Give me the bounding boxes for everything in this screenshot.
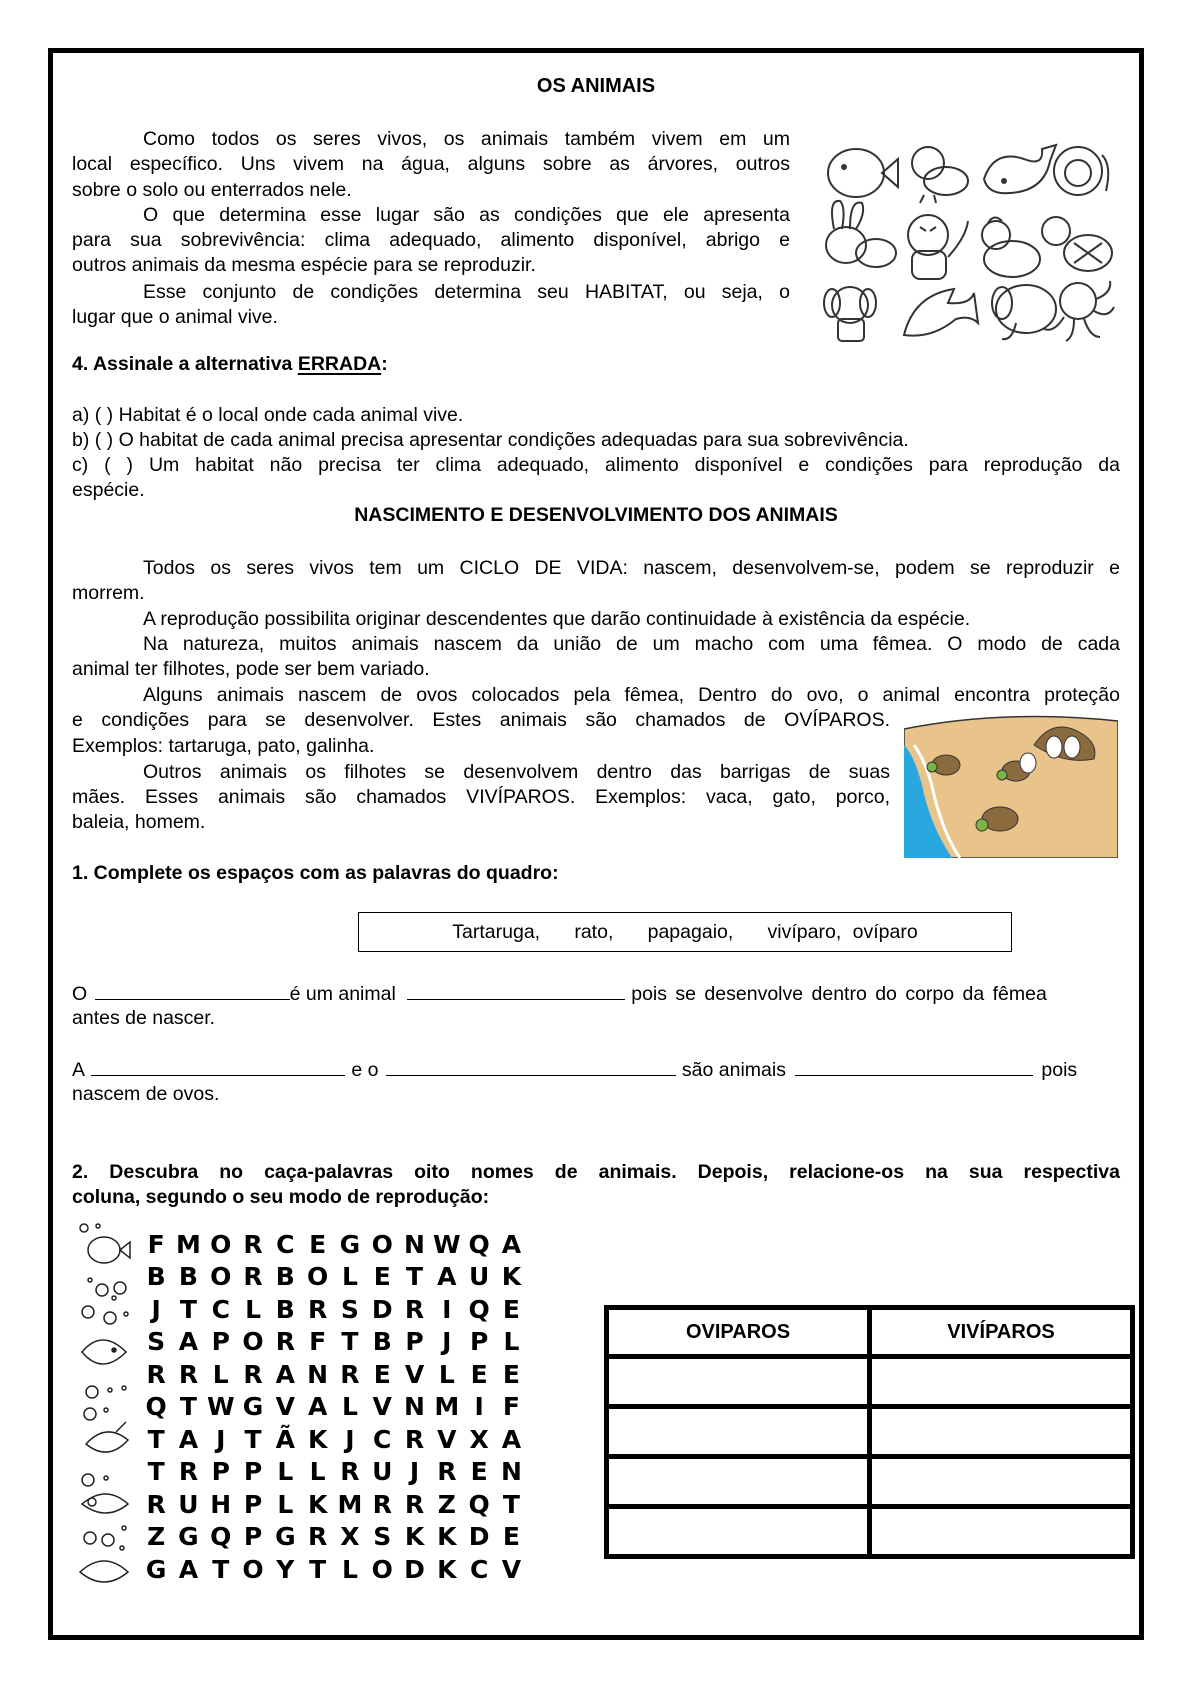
sentence-text: pois se desenvolve dentro do corpo da fêmea [631,983,1047,1005]
page-title: OS ANIMAIS [536,75,656,97]
word-bank-box [358,912,1012,952]
letter-cell[interactable]: D [371,1294,393,1324]
letter-cell[interactable]: T [244,1424,262,1454]
letter-cell[interactable]: W [433,1229,461,1259]
letter-cell[interactable]: O [371,1229,393,1259]
letter-cell[interactable]: F [502,1392,520,1422]
letter-cell[interactable]: Q [468,1294,490,1324]
fill-sentence-1-cont: antes de nascer. [72,1007,216,1029]
letter-cell[interactable]: Z [437,1489,456,1519]
letter-cell[interactable]: G [145,1554,167,1584]
oviparos-cell[interactable] [607,1507,870,1557]
letter-cell[interactable]: L [341,1392,358,1422]
letter-cell[interactable]: O [242,1554,264,1584]
fish-icon [82,1340,126,1364]
word-search-grid [140,1228,528,1586]
section-line: animal ter filhotes, pode ser bem variado. [72,658,430,680]
sentence-text: A [72,1059,84,1081]
letter-cell[interactable]: V [437,1424,457,1454]
letter-cell[interactable]: O [371,1554,393,1584]
letter-cell[interactable]: P [405,1327,424,1357]
option-b[interactable]: b) ( ) O habitat de cada animal precisa apresentar condições adequadas para sua sobrevivência. [72,429,909,451]
letter-cell[interactable]: L [309,1457,326,1487]
word-search-row [140,1488,528,1521]
letter-cell[interactable]: D [404,1554,425,1584]
letter-cell[interactable]: K [404,1522,425,1552]
section-line: e condições para se desenvolver. Estes animais são chamados de OVÍPAROS. [72,709,890,731]
letter-cell[interactable]: B [178,1262,198,1292]
section-line: morrem. [72,582,145,604]
section-line: Exemplos: tartaruga, pato, galinha. [72,735,375,757]
letter-cell[interactable]: D [468,1522,490,1552]
letter-cell[interactable]: S [340,1294,359,1324]
letter-cell[interactable]: B [146,1262,166,1292]
letter-cell[interactable]: G [242,1392,264,1422]
letter-cell[interactable]: J [442,1327,452,1357]
letter-cell[interactable]: R [340,1359,360,1389]
turtle-drawing-icon [1042,217,1112,271]
question-4-heading [72,352,388,376]
letter-cell[interactable]: A [501,1424,522,1454]
letter-cell[interactable]: R [178,1359,199,1389]
letter-cell[interactable]: X [340,1522,360,1552]
letter-cell[interactable]: L [503,1327,520,1357]
letter-cell[interactable]: V [275,1392,296,1422]
letter-cell[interactable]: P [211,1327,230,1357]
letter-cell[interactable]: H [210,1489,232,1519]
letter-cell[interactable]: R [243,1359,263,1389]
letter-cell[interactable]: P [211,1457,230,1487]
fish-icon [82,1494,128,1513]
table-row [607,1507,1133,1557]
section-line: mães. Esses animais são chamados VIVÍPAROS. Exemplos: vaca, gato, porco, [72,786,890,808]
viviparos-cell[interactable] [870,1507,1133,1557]
letter-cell[interactable]: L [277,1489,294,1519]
letter-cell[interactable]: L [341,1554,358,1584]
word-search-row [140,1228,528,1261]
word-search-row [140,1456,528,1489]
letter-cell[interactable]: L [245,1294,261,1324]
letter-cell[interactable]: B [275,1294,295,1324]
letter-cell[interactable]: L [212,1359,229,1389]
elephant-drawing-icon [992,285,1056,339]
intro-line: Esse conjunto de condições determina seu HABITAT, ou seja, o [143,281,790,303]
letter-cell[interactable]: C [211,1294,230,1324]
letter-cell[interactable]: N [500,1457,522,1487]
letter-cell[interactable]: E [373,1262,391,1292]
sentence-text: pois [1041,1059,1078,1081]
letter-cell[interactable]: E [502,1294,520,1324]
letter-cell[interactable]: O [307,1262,329,1292]
word-search-row [140,1261,528,1294]
letter-cell[interactable]: Q [210,1522,232,1552]
letter-cell[interactable]: K [437,1522,457,1552]
section-title: NASCIMENTO E DESENVOLVIMENTO DOS ANIMAIS [354,504,838,526]
letter-cell[interactable]: V [372,1392,392,1422]
word-search-row [140,1358,528,1391]
letter-cell[interactable]: I [442,1294,452,1324]
letter-cell[interactable]: E [502,1522,520,1552]
letter-cell[interactable]: C [469,1554,489,1584]
question-2-heading: 2. Descubra no caça-palavras oito nomes de animais. Depois, relacione-os na sua respectiva [72,1161,1120,1183]
letter-cell[interactable]: R [308,1294,328,1324]
column-header-viviparos: VIVÍPAROS [870,1308,1133,1357]
letter-cell[interactable]: J [151,1294,161,1324]
letter-cell[interactable]: F [147,1229,165,1259]
letter-cell[interactable]: T [212,1554,230,1584]
letter-cell[interactable]: V [501,1554,522,1584]
letter-cell[interactable]: G [275,1522,296,1552]
fill-sentence-1 [72,981,1047,1006]
oviparos-cell[interactable] [607,1407,870,1457]
letter-cell[interactable]: P [243,1522,263,1552]
letter-cell[interactable]: T [309,1554,327,1584]
letter-cell[interactable]: R [404,1424,425,1454]
intro-line: sobre o solo ou enterrados nele. [72,179,352,201]
bird-drawing-icon [912,147,968,203]
letter-cell[interactable]: U [468,1262,490,1292]
letter-cell[interactable]: W [206,1392,235,1422]
letter-cell[interactable]: G [339,1229,361,1259]
letter-cell[interactable]: B [275,1262,295,1292]
letter-cell[interactable]: O [242,1327,264,1357]
intro-line: lugar que o animal vive. [72,306,278,328]
viviparos-cell[interactable] [870,1457,1133,1507]
option-c[interactable]: c) ( ) Um habitat não precisa ter clima adequado, alimento disponível e condições para reprodução da [72,454,1120,476]
sentence-text: e o [351,1059,379,1081]
section-line: A reprodução possibilita originar descendentes que darão continuidade à existência da espécie. [143,608,971,630]
section-line: Outros animais os filhotes se desenvolvem dentro das barrigas de suas [143,761,890,783]
letter-cell[interactable]: E [470,1359,488,1389]
letter-cell[interactable]: N [404,1229,425,1259]
oviparos-cell[interactable] [607,1457,870,1507]
letter-cell[interactable]: T [179,1294,197,1324]
viviparos-cell[interactable] [870,1357,1133,1407]
letter-cell[interactable]: R [146,1359,166,1389]
letter-cell[interactable]: C [373,1424,392,1454]
question-4-emphasis: ERRADA [297,353,382,375]
letter-cell[interactable]: E [373,1359,391,1389]
fish-icon [86,1422,128,1452]
letter-cell[interactable]: J [409,1457,420,1487]
letter-cell[interactable]: T [341,1327,359,1357]
intro-line: Como todos os seres vivos, os animais também vivem em um [143,128,790,150]
letter-cell[interactable]: A [275,1359,296,1389]
letter-cell[interactable]: Q [468,1229,490,1259]
letter-cell[interactable]: R [243,1262,263,1292]
whale-drawing-icon [984,145,1056,193]
letter-cell[interactable]: A [178,1554,199,1584]
letter-cell[interactable]: P [243,1489,263,1519]
question-4-suffix: : [381,353,388,375]
option-c-cont: espécie. [72,479,145,501]
letter-cell[interactable]: Ã [275,1424,296,1454]
letter-cell[interactable]: R [275,1327,295,1357]
letter-cell[interactable]: F [309,1327,327,1357]
letter-cell[interactable]: T [147,1424,165,1454]
shark-drawing-icon [904,289,978,336]
letter-cell[interactable]: N [404,1392,425,1422]
section-line: baleia, homem. [72,811,206,833]
letter-cell[interactable]: R [372,1489,392,1519]
section-line: Todos os seres vivos tem um CICLO DE VIDA: nascem, desenvolvem-se, podem se reproduzir e [143,557,1120,579]
word-bank-text: Tartaruga, rato, papagaio, vivíparo, ovíparo [452,920,918,943]
oviparos-cell[interactable] [607,1357,870,1407]
letter-cell[interactable]: R [404,1489,425,1519]
octopus-drawing-icon [1044,281,1114,341]
table-header-row [607,1308,1133,1357]
letter-cell[interactable]: R [308,1522,328,1552]
letter-cell[interactable]: E [502,1359,520,1389]
letter-cell[interactable]: T [179,1392,197,1422]
blank-input[interactable] [91,1057,345,1076]
letter-cell[interactable]: P [469,1327,489,1357]
table-row [607,1457,1133,1507]
letter-cell[interactable]: B [372,1327,392,1357]
table-row [607,1357,1133,1407]
letter-cell[interactable]: V [404,1359,425,1389]
blank-input[interactable] [386,1057,676,1076]
letter-cell[interactable]: R [340,1457,360,1487]
letter-cell[interactable]: A [437,1262,457,1292]
section-line: Alguns animais nascem de ovos colocados pela fêmea, Dentro do ovo, o animal encontra proteção [143,684,1120,706]
blank-input[interactable] [407,981,625,1000]
letter-cell[interactable]: A [178,1424,199,1454]
letter-cell[interactable]: S [373,1522,392,1552]
rabbit-drawing-icon [826,201,896,267]
letter-cell[interactable]: E [470,1457,488,1487]
letter-cell[interactable]: J [216,1424,226,1454]
letter-cell[interactable]: U [372,1457,393,1487]
letter-cell[interactable]: T [405,1262,424,1292]
fish-icon [88,1237,130,1263]
letter-cell[interactable]: X [469,1424,489,1454]
letter-cell[interactable]: T [147,1457,165,1487]
question-2-heading-cont: coluna, segundo o seu modo de reprodução: [72,1186,490,1208]
fish-bubbles-decoration [76,1222,136,1592]
intro-line: local específico. Uns vivem na água, alguns sobre as árvores, outros [72,153,790,175]
letter-cell[interactable]: M [337,1489,363,1519]
letter-cell[interactable]: R [243,1229,263,1259]
fill-sentence-2 [72,1057,1077,1082]
hen-drawing-icon [982,217,1040,277]
dog-drawing-icon [824,287,876,341]
word-search-row [140,1293,528,1326]
word-search-row [140,1521,528,1554]
column-header-oviparos: OVIPAROS [607,1308,870,1357]
letter-cell[interactable]: M [176,1229,201,1259]
letter-cell[interactable]: K [501,1262,522,1292]
blank-input[interactable] [795,1057,1033,1076]
letter-cell[interactable]: J [345,1424,355,1454]
classification-table [604,1305,1135,1559]
letter-cell[interactable]: T [502,1489,520,1519]
letter-cell[interactable]: R [437,1457,457,1487]
letter-cell[interactable]: P [243,1457,263,1487]
letter-cell[interactable]: G [178,1522,199,1552]
option-a[interactable]: a) ( ) Habitat é o local onde cada animal vive. [72,404,464,426]
fill-sentence-2-cont: nascem de ovos. [72,1083,220,1105]
intro-line: O que determina esse lugar são as condições que ele apresenta [143,204,790,226]
letter-cell[interactable]: K [307,1489,328,1519]
viviparos-cell[interactable] [870,1407,1133,1457]
letter-cell[interactable]: U [178,1489,199,1519]
letter-cell[interactable]: O [210,1262,232,1292]
word-search-row [140,1326,528,1359]
section-line: Na natureza, muitos animais nascem da união de um macho com uma fêmea. O modo de cada [143,633,1120,655]
letter-cell[interactable]: M [434,1392,460,1422]
question-4-prefix: 4. Assinale a alternativa [72,353,298,375]
animals-illustration [816,135,1116,350]
sentence-text: são animais [681,1059,786,1081]
letter-cell[interactable]: C [276,1229,295,1259]
sentence-text: O [72,983,88,1005]
intro-line: para sua sobrevivência: clima adequado, alimento disponível, abrigo e [72,229,790,251]
word-search-row [140,1391,528,1424]
letter-cell[interactable]: I [474,1392,484,1422]
letter-cell[interactable]: E [309,1229,327,1259]
letter-cell[interactable]: Y [276,1554,295,1584]
letter-cell[interactable]: K [437,1554,457,1584]
question-1-heading: 1. Complete os espaços com as palavras do quadro: [72,862,559,884]
word-search-row [140,1423,528,1456]
letter-cell[interactable]: A [178,1327,199,1357]
letter-cell[interactable]: A [307,1392,328,1422]
letter-cell[interactable]: S [147,1327,166,1357]
letter-cell[interactable]: L [277,1457,294,1487]
fish-icon [80,1561,128,1582]
tiger-drawing-icon [908,215,968,279]
letter-cell[interactable]: R [178,1457,199,1487]
letter-cell[interactable]: Z [147,1522,166,1552]
letter-cell[interactable]: K [307,1424,328,1454]
letter-cell[interactable]: A [501,1229,522,1259]
letter-cell[interactable]: N [307,1359,329,1389]
letter-cell[interactable]: R [146,1489,166,1519]
letter-cell[interactable]: O [210,1229,232,1259]
letter-cell[interactable]: L [438,1359,455,1389]
fish-drawing-icon [828,149,898,197]
sentence-text: é um animal [289,983,396,1005]
letter-cell[interactable]: L [341,1262,358,1292]
letter-cell[interactable]: Q [468,1489,490,1519]
intro-line: outros animais da mesma espécie para se reproduzir. [72,254,536,276]
letter-cell[interactable]: R [404,1294,425,1324]
table-row [607,1407,1133,1457]
letter-cell[interactable]: Q [145,1392,167,1422]
turtles-illustration [904,715,1118,858]
blank-input[interactable] [95,981,290,1000]
lion-drawing-icon [1054,147,1108,195]
word-search-row [140,1553,528,1586]
